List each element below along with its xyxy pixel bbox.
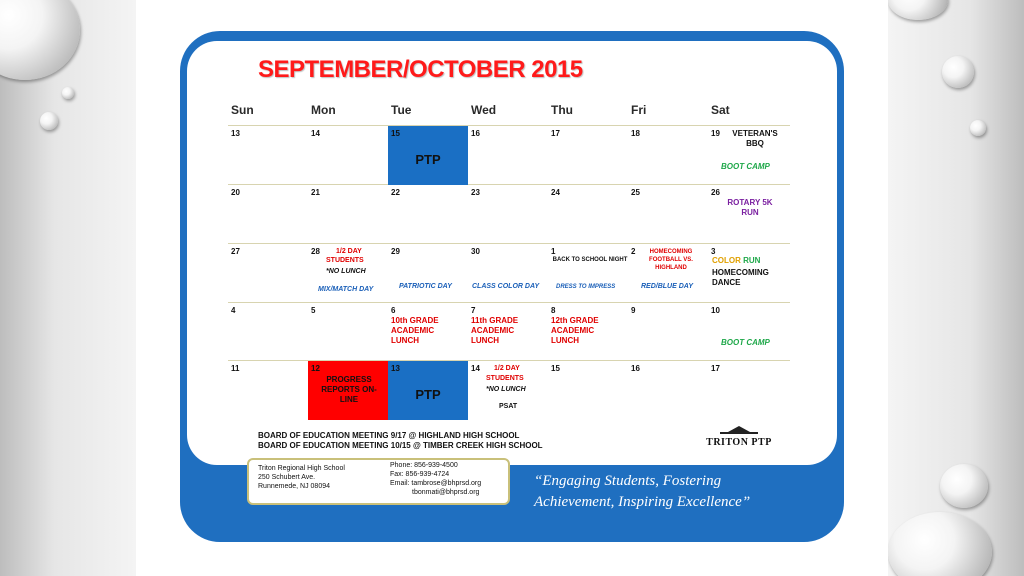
school-city: Runnemede, NJ 08094 (258, 483, 330, 490)
patriotic-day-event: PATRIOTIC DAY (399, 283, 452, 290)
water-droplet (62, 87, 74, 99)
day-cell (308, 185, 388, 244)
day-cell (228, 185, 308, 244)
school-street: 250 Schubert Ave. (258, 474, 316, 481)
school-name: Triton Regional High School (258, 465, 345, 472)
back-to-school-night-event: BACK TO SCHOOL NIGHT (552, 257, 628, 263)
day-cell (388, 185, 468, 244)
motto (534, 471, 750, 513)
day-number: 1 (551, 247, 556, 256)
day-cell (468, 126, 548, 185)
red-blue-day-event: RED/BLUE DAY (641, 283, 693, 290)
water-droplet (942, 56, 974, 88)
progress-reports-event: PROGRESS REPORTS ON-LINE (321, 375, 377, 404)
day-cell (548, 244, 628, 303)
day-cell (228, 244, 308, 303)
day-cell (228, 361, 308, 420)
day-cell (708, 303, 788, 362)
day-number: 5 (311, 306, 316, 315)
day-cell-ptp (388, 126, 468, 185)
water-droplet (940, 464, 988, 508)
day-cell (228, 126, 308, 185)
school-fax: Fax: 856-939-4724 (390, 471, 450, 478)
color-run-event (712, 256, 760, 266)
boot-camp-event: BOOT CAMP (721, 162, 770, 171)
day-cell (548, 361, 628, 420)
class-color-day-event: CLASS COLOR DAY (472, 283, 540, 290)
day-number: 19 (711, 129, 720, 138)
ptp-event: PTP (415, 387, 441, 402)
day-number: 6 (391, 306, 396, 315)
day-number: 15 (551, 364, 560, 373)
day-cell (308, 126, 388, 185)
no-lunch-note: *NO LUNCH (326, 268, 366, 275)
day-number: 8 (551, 306, 556, 315)
day-number: 13 (231, 129, 240, 138)
grade11-lunch-event: 11th GRADE ACADEMIC LUNCH (471, 316, 519, 345)
water-droplet (888, 0, 948, 20)
logo-text: TRITON PTP (706, 437, 772, 448)
day-header-sat: Sat (711, 103, 730, 117)
school-phone: Phone: 856-939-4500 (390, 462, 458, 469)
day-number: 7 (471, 306, 476, 315)
color-run-run: RUN (743, 256, 761, 265)
grade12-lunch-event: 12th GRADE ACADEMIC LUNCH (551, 316, 599, 345)
day-number: 9 (631, 306, 636, 315)
left-decorative-panel (0, 0, 136, 576)
day-number: 14 (471, 364, 480, 373)
homecoming-dance-event: HOMECOMING DANCE (712, 268, 769, 287)
day-cell (628, 185, 708, 244)
day-number: 27 (231, 247, 240, 256)
school-email-2: tbonmati@bhprsd.org (412, 489, 480, 496)
day-cell (468, 244, 548, 303)
day-number: 13 (391, 364, 400, 373)
half-day-students: STUDENTS (326, 257, 364, 264)
mixmatch-day-event: MIX/MATCH DAY (318, 286, 374, 293)
day-number: 17 (711, 364, 720, 373)
motto-line-2: Achievement, Inspiring Excellence” (534, 494, 751, 510)
half-day-event: 1/2 DAY (336, 248, 362, 255)
day-number: 22 (391, 188, 400, 197)
color-run-color: COLOR (712, 256, 741, 265)
day-number: 25 (631, 188, 640, 197)
day-cell (548, 126, 628, 185)
ptp-event: PTP (415, 152, 441, 167)
day-cell-progress-reports (308, 361, 388, 420)
day-number: 3 (711, 247, 716, 256)
day-header-fri: Fri (631, 103, 647, 117)
water-droplet (888, 512, 992, 576)
board-meeting-1: BOARD OF EDUCATION MEETING 9/17 @ HIGHLAND HIGH SCHOOL (258, 431, 520, 440)
school-email-1: Email: tambrose@bhprsd.org (390, 480, 482, 487)
day-number: 17 (551, 129, 560, 138)
psat-event: PSAT (499, 403, 518, 410)
water-droplet (970, 120, 986, 136)
motto-line-1: “Engaging Students, Fostering (534, 473, 722, 489)
day-cell (388, 244, 468, 303)
water-droplet (40, 112, 58, 130)
day-header-wed: Wed (471, 103, 497, 117)
day-number: 12 (311, 364, 320, 373)
day-number: 30 (471, 247, 480, 256)
day-cell (228, 303, 308, 362)
day-header-thu: Thu (551, 103, 573, 117)
day-number: 28 (311, 247, 320, 256)
day-number: 26 (711, 188, 720, 197)
right-decorative-panel (888, 0, 1024, 576)
day-cell (628, 126, 708, 185)
day-cell-ptp (388, 361, 468, 420)
day-number: 10 (711, 306, 720, 315)
grade10-lunch-event: 10th GRADE ACADEMIC LUNCH (391, 316, 439, 345)
day-header-mon: Mon (311, 103, 336, 117)
day-cell (308, 303, 388, 362)
day-number: 18 (631, 129, 640, 138)
day-number: 11 (231, 364, 240, 373)
no-lunch-note: *NO LUNCH (486, 386, 526, 393)
day-number: 20 (231, 188, 240, 197)
day-number: 23 (471, 188, 480, 197)
half-day-students: STUDENTS (486, 375, 524, 382)
water-droplet (0, 0, 80, 80)
day-cell (548, 185, 628, 244)
day-number: 29 (391, 247, 400, 256)
day-number: 4 (231, 306, 236, 315)
day-cell (628, 303, 708, 362)
day-number: 16 (631, 364, 640, 373)
day-header-sun: Sun (231, 103, 254, 117)
day-header-tue: Tue (391, 103, 412, 117)
day-number: 14 (311, 129, 320, 138)
day-cell (468, 185, 548, 244)
day-number: 2 (631, 247, 636, 256)
day-number: 21 (311, 188, 320, 197)
veterans-bbq-event: VETERAN'S BBQ (732, 129, 778, 148)
board-meeting-2: BOARD OF EDUCATION MEETING 10/15 @ TIMBER CREEK HIGH SCHOOL (258, 441, 543, 450)
day-number: 15 (391, 129, 400, 138)
day-number: 16 (471, 129, 480, 138)
logo-bar-shape (720, 432, 758, 434)
homecoming-football-event: HOMECOMING FOOTBALL VS. HIGHLAND (649, 249, 693, 271)
boot-camp-event: BOOT CAMP (721, 338, 770, 347)
dress-to-impress-event: DRESS TO IMPRESS (556, 284, 616, 290)
half-day-event: 1/2 DAY (494, 365, 520, 372)
day-cell (708, 361, 788, 420)
calendar-title: SEPTEMBER/OCTOBER 2015 (258, 56, 583, 83)
day-number: 24 (551, 188, 560, 197)
day-cell (628, 361, 708, 420)
rotary-run-event: ROTARY 5K RUN (727, 198, 773, 217)
